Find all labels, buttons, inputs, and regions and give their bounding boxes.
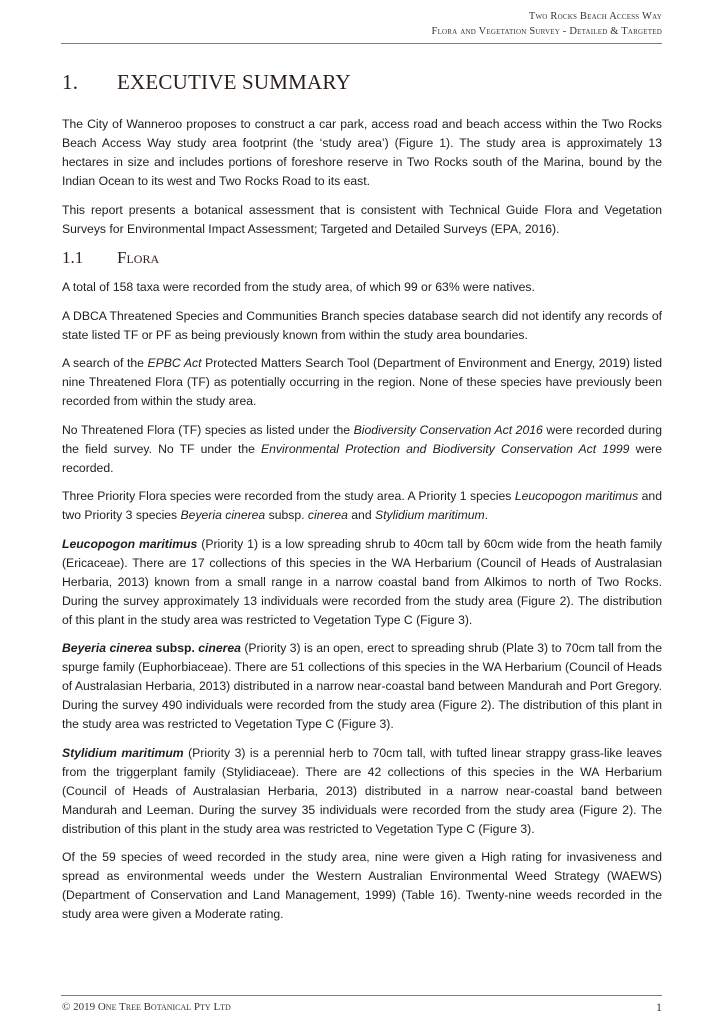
text-run: EPBC Act [147,356,202,370]
text-run: and [347,508,375,522]
intro-paragraphs [62,115,662,239]
text-run: A DBCA Threatened Species and Communities Branch species database search did not identify any records of state listed TF or PF as being previously known from within the study area boundaries. [62,308,662,342]
paragraph [62,354,662,411]
text-run: Of the 59 species of weed recorded in the study area, nine were given a High rating for invasiveness and spread as environmental weeds under the Western Australian Environmental Weed Strategy (WAEWS) (Department of Conservation and Land Management, 1999) (Table 16). Twenty-nine weeds recorded in the study area were given a Moderate rating. [62,850,662,921]
header-line-2: Flora and Vegetation Survey - Detailed & Targeted [431,26,662,37]
subsection-title: Flora [117,248,160,267]
text-run: subsp. [265,508,308,522]
footer-copyright: © 2019 One Tree Botanical Pty Ltd [62,1001,231,1013]
page-body [62,70,662,934]
paragraph [62,278,662,297]
text-run: cinerea [307,508,348,522]
text-run: subsp. [152,641,199,655]
section-heading [62,70,662,95]
text-run: Stylidium maritimum [375,508,485,522]
text-run: Leucopogon maritimus [62,536,198,551]
text-run: Biodiversity Conservation Act 2016 [353,422,543,437]
text-run: The City of Wanneroo proposes to construct a car park, access road and beach access within the Two Rocks Beach Access Way study area footprint (the ‘study area’) (Figure 1). The study area is approximately 13 hectares in size and includes portions of foreshore reserve in Two Rocks south of the Marina, bound by the Indian Ocean to its west and Two Rocks Road to its east. [62,117,662,188]
page-number: 1 [656,1000,662,1014]
text-run: (Priority 1) is a low spreading shrub to 40cm tall by 60cm wide from the heath family (Ericaceae). There are 17 collections of this species in the WA Herbarium (Council of Heads of Australasian Herbaria, 2013) known from a small range in a narrow coastal band from Alkimos to north of Two Rocks. During the survey approximately 13 individuals were recorded from the study area (Figure 2). The distribution of this plant in the study area was restricted to Vegetation Type C (Figure 3). [62,536,663,627]
paragraph [62,115,662,191]
text-run: cinerea [198,641,241,655]
text-run: and two Priority 3 species [62,489,662,522]
text-run: (Priority 3) is an open, erect to spreading shrub (Plate 3) to 70cm tall from the spurge family (Euphorbiaceae). There are 51 collections of this species in the WA Herbarium (Council of Heads of Australasian Herbaria, 2013) distributed in a narrow near-coastal band between Mandurah and Port Gregory. During the survey 490 individuals were recorded from the study area (Figure 2). The distribution of this plant in the study area was restricted to Vegetation Type C (Figure 3). [62,641,662,731]
text-run: Beyeria cinerea [180,508,266,522]
paragraph [62,744,662,839]
paragraph [62,535,662,630]
paragraph [62,639,662,734]
text-run: Beyeria cinerea [62,641,153,655]
text-run: . [484,508,489,522]
section-title: EXECUTIVE SUMMARY [117,70,351,94]
paragraph [62,421,662,478]
text-run: (Priority 3) is a perennial herb to 70cm tall, with tufted linear strappy grass-like leaves from the triggerplant family (Stylidiaceae). There are 42 collections of this species in the WA Herbarium (Council of Heads of Australasian Herbaria, 2013) distributed in a narrow near-coastal band between Mandurah and Leeman. During the survey 35 individuals were recorded from the study area (Figure 2). The distribution of this plant in the study area was restricted to Vegetation Type C (Figure 3). [62,745,662,836]
text-run: Leucopogon maritimus [514,489,639,503]
text-run: Stylidium maritimum [62,745,184,760]
running-header [432,9,662,39]
footer-divider [61,995,662,996]
section-number: 1. [62,70,79,94]
paragraph [62,487,662,525]
subsection-heading [62,248,662,268]
header-divider [61,43,662,44]
text-run: Protected Matters Search Tool (Department of Environment and Energy, 2019) listed nine Threatened Flora (TF) as potentially occurring in the region. None of these species have previously been recorded from within the study area. [62,356,663,408]
flora-paragraphs [62,278,662,924]
text-run: Environmental Protection and Biodiversity Conservation Act 1999 [261,441,630,456]
text-run: A total of 158 taxa were recorded from the study area, of which 99 or 63% were natives. [62,280,535,294]
text-run: Three Priority Flora species were recorded from the study area. A Priority 1 species [62,489,515,503]
text-run: A search of the [62,356,148,370]
paragraph [62,307,662,345]
subsection-number: 1.1 [62,248,84,267]
text-run: This report presents a botanical assessment that is consistent with Technical Guide Flora and Vegetation Surveys for Environmental Impact Assessment; Targeted and Detailed Surveys (EPA, 2016). [62,202,662,236]
text-run: No Threatened Flora (TF) species as listed under the [62,422,354,437]
text-run: were recorded. [62,441,662,475]
header-line-1: Two Rocks Beach Access Way [528,11,662,22]
paragraph [62,848,662,924]
text-run: were recorded during the field survey. No TF under the [62,422,662,456]
paragraph [62,201,662,239]
